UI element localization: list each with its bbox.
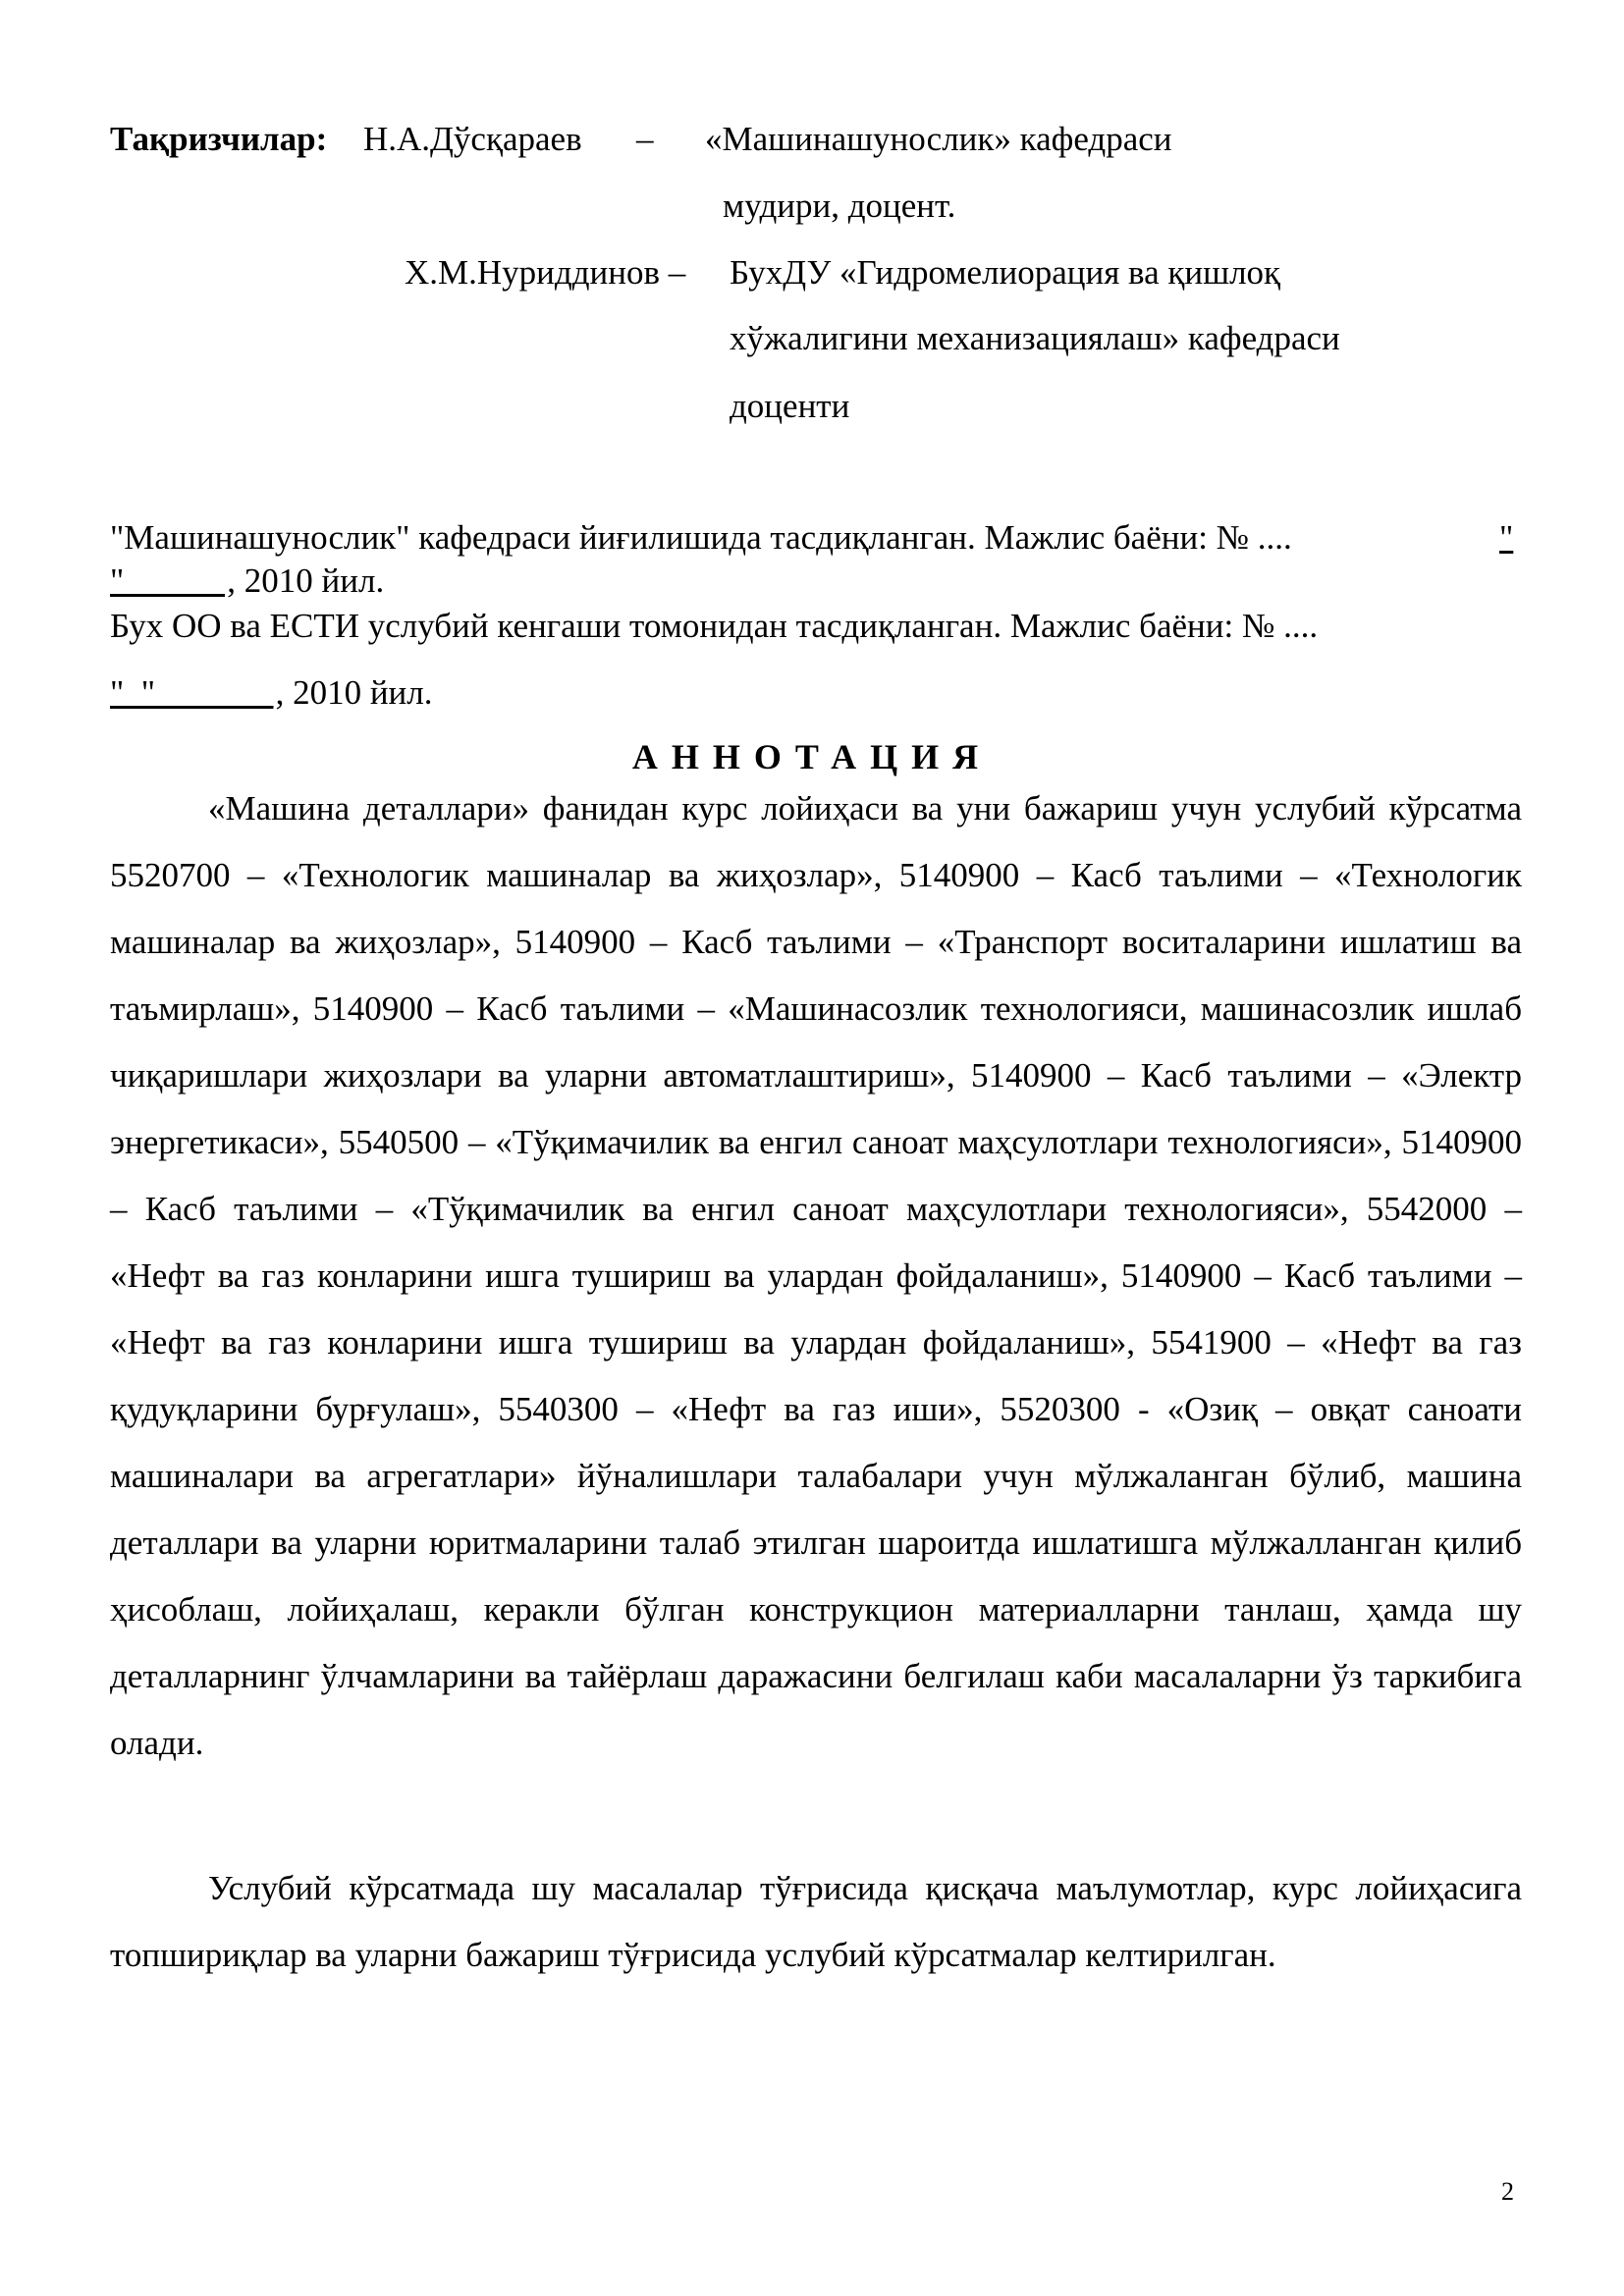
department-date: [110, 561, 384, 601]
reviewer-2-name: Х.М.Нуриддинов –: [405, 253, 686, 292]
reviewer-2-position-end: доценти: [730, 387, 850, 425]
annotation-paragraph-1: «Машина деталлари» фанидан курс лойиҳаси ва уни бажариш учун услубий кўрсатма 5520700 – «Технологик машиналар ва жиҳозлар», 5140900 – Касб таълими – «Технологик машиналар ва жиҳозлар», 5140900 – Касб таълими – «Транспорт воситаларини ишлатиш ва таъмирлаш», 5140900 – Касб таълими – «Машинасозлик технологияси, машинасозлик ишлаб чиқаришлари жиҳозлари ва уларни автоматлаштириш», 5140900 – Касб таълими – «Электр энергетикаси», 5540500 – «Тўқимачилик ва енгил саноат маҳсулотлари технологияси», 5140900 – Касб таълими – «Тўқимачилик ва енгил саноат маҳсулотлари технологияси», 5542000 – «Нефт ва газ конларини ишга тушириш ва улардан фойдаланиш», 5140900 – Касб таълими – «Нефт ва газ конларини ишга тушириш ва улардан фойдаланиш», 5541900 – «Нефт ва газ қудуқларини бурғулаш», 5540300 – «Нефт ва газ иши», 5520300 - «Озиқ – овқат саноати машиналари ва агрегатлари» йўналишлари талабалари учун мўлжаланган бўлиб, машина деталлари ва уларни юритмаларини талаб этилган шароитда ишлатишга мўлжалланган қилиб ҳисоблаш, лойиҳалаш, керакли бўлган конструкцион материалларни танлаш, ҳамда шу деталларнинг ўлчамларини ва тайёрлаш даражасини белгилаш каби масалаларни ўз таркибига олади.: [110, 789, 1522, 1762]
reviewer-1-position-cont: мудири, доцент.: [723, 187, 956, 225]
reviewer-2-position-cont: хўжалигини механизациялаш» кафедраси: [730, 319, 1340, 357]
reviewer-1-dash: –: [636, 120, 654, 158]
annotation-paragraph-2: Услубий кўрсатмада шу масалалар тўғрисида қисқача маълумотлар, курс лойиҳасига топшириқлар ва уларни бажариш тўғрисида услубий кўрсатмалар келтирилган.: [110, 1869, 1522, 1974]
council-approval-line: Бух ОО ва ЕСТИ услубий кенгаши томонидан тасдиқланган. Мажлис баёни: № ....: [110, 607, 1319, 645]
reviewer-2-position: БухДУ «Гидромелиорация ва қишлоқ: [730, 253, 1281, 292]
page-number: 2: [1501, 2177, 1514, 2206]
reviewer-1-position: «Машинашунослик» кафедраси: [705, 120, 1172, 158]
department-date-quote: ": [1499, 518, 1514, 557]
department-date-blank: " ,: [110, 561, 237, 600]
council-year: 2010 йил.: [284, 673, 433, 712]
council-date-blank: " " ,: [110, 673, 285, 712]
reviewers-label: Тақризчилар:: [110, 120, 328, 158]
department-year: 2010 йил.: [236, 561, 385, 600]
reviewer-1-name: Н.А.Дўсқараев: [363, 120, 582, 158]
annotation-title: АННОТАЦИЯ: [631, 737, 993, 776]
department-approval-line: "Машинашунослик" кафедраси йиғилишида тасдиқланган. Мажлис баёни: № ....: [110, 518, 1292, 557]
council-date: [110, 673, 433, 713]
